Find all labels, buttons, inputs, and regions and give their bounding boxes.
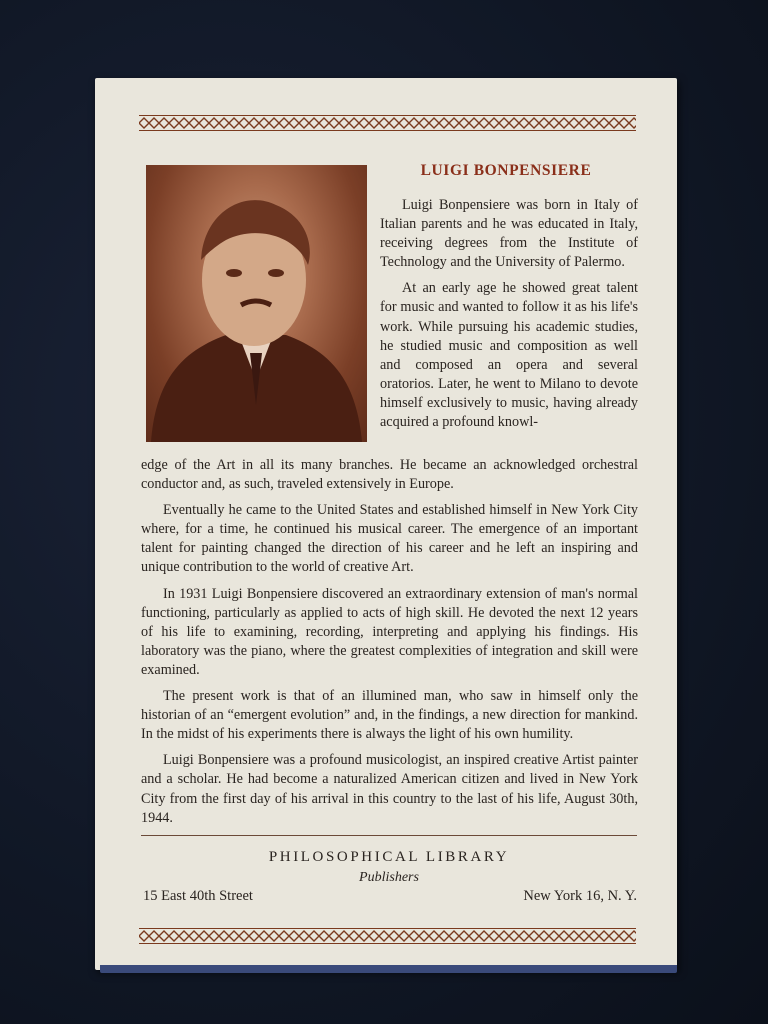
full-width-text-block bbox=[141, 456, 638, 835]
publisher-name: PHILOSOPHICAL LIBRARY bbox=[268, 849, 510, 865]
bottom-border-pattern bbox=[139, 929, 636, 943]
publisher-street-address: 15 East 40th Street bbox=[143, 888, 253, 904]
paragraph-united-states: Eventually he came to the United States and established himself in New York City where, for a time, he continued his musical career. The emergence of an important talent for painting changed the direction of his career and he left an inspiring and unique contribution to the world of creative Art. bbox=[141, 502, 638, 576]
book-jacket-back bbox=[95, 78, 677, 970]
bottom-ornamental-border bbox=[139, 928, 636, 944]
paragraph-birth: Luigi Bonpensiere was born in Italy of Italian parents and he was educated in Italy, receiving degrees from the Institute of Technology and the University of Palermo. bbox=[380, 197, 638, 271]
paragraph-continuation: edge of the Art in all its many branches. He became an acknowledged orchestral conductor and, as such, traveled extensively in Europe. bbox=[141, 457, 638, 493]
paragraph-discovery: In 1931 Luigi Bonpensiere discovered an extraordinary extension of man's normal functioning, particularly as applied to acts of high skill. He devoted the next 12 years of his life to examining, recording, interpreting and applying his findings. His laboratory was the piano, where the greatest complexities of integration and skill were examined. bbox=[141, 585, 638, 678]
author-name-heading: LUIGI BONPENSIERE bbox=[420, 162, 592, 179]
portrait-figure bbox=[146, 165, 367, 442]
author-portrait-photo bbox=[146, 165, 367, 442]
paragraph-music-early: At an early age he showed great talent for music and wanted to follow it as his life's work. While pursuing his academic studies, he studied music and composition as well and composed an opera and several oratorios. Later, he went to Milano to devote himself exclusively to music, having already acquired a profound knowl- bbox=[380, 280, 638, 431]
paragraph-present-work: The present work is that of an illumined man, who saw in himself only the historian of an “emergent evolution” and, in the findings, a new direction for mankind. In the midst of his experiments there is always the light of his own humility. bbox=[141, 688, 638, 743]
column-text-block bbox=[380, 196, 638, 439]
book-cover-edge bbox=[100, 965, 677, 973]
publisher-subtitle: Publishers bbox=[359, 870, 419, 885]
paragraph-biography-close: Luigi Bonpensiere was a profound musicologist, an inspired creative Artist painter and a scholar. He had become a naturalized American citizen and lived in New York City from the first day of his arrival in this country to the last of his life, August 30th, 1944. bbox=[141, 752, 638, 826]
top-ornamental-border bbox=[139, 115, 636, 131]
publisher-city-address: New York 16, N. Y. bbox=[523, 888, 637, 904]
divider-rule bbox=[141, 835, 637, 836]
top-border-pattern bbox=[139, 116, 636, 130]
